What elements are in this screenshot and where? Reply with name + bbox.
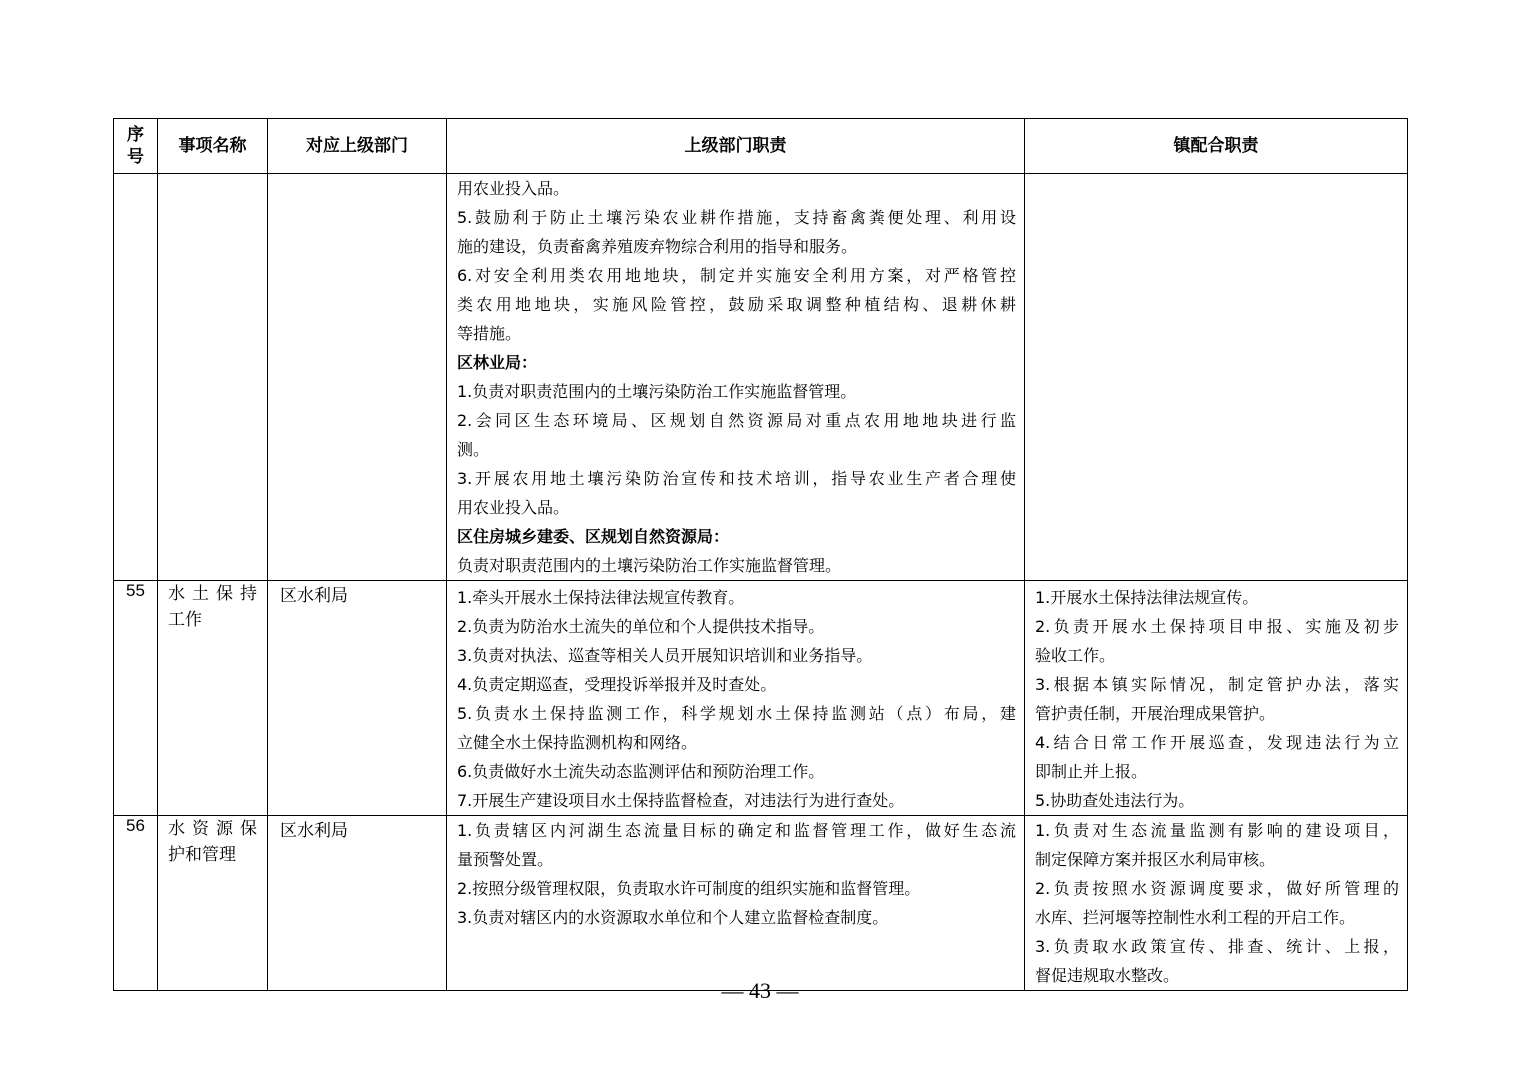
row55-duties-cell [447,581,1025,816]
row55-seq: 55 [114,581,158,816]
continued-name-cell [158,174,268,581]
duty-line: 测。 [457,440,490,459]
duty-line: 负责对职责范围内的土壤污染防治工作实施监督管理。 [457,556,842,575]
row56-seq: 56 [114,816,158,991]
town-line: 督促违规取水整改。 [1035,966,1180,985]
town-line: 验收工作。 [1035,646,1116,665]
town-line: 3.根据本镇实际情况，制定管护办法，落实 [1035,675,1399,694]
dept-heading: 区住房城乡建委、区规划自然资源局： [457,527,730,546]
row56-name-line1: 水资源保 [168,819,257,839]
town-line: 3.负责取水政策宣传、排查、统计、上报， [1035,937,1399,956]
duty-line: 类农用地地块，实施风险管控，鼓励采取调整种植结构、退耕休耕 [457,295,1016,314]
header-seq [114,119,158,174]
header-superior-dept: 对应上级部门 [268,119,447,174]
duty-line: 3.开展农用地土壤污染防治宣传和技术培训，指导农业生产者合理使 [457,469,1016,488]
continued-seq-cell [114,174,158,581]
duty-line: 2.会同区生态环境局、区规划自然资源局对重点农用地地块进行监 [457,411,1016,430]
table-row-continued [114,174,1408,581]
table-row-56 [114,816,1408,991]
continued-dept-cell [268,174,447,581]
duty-line: 立健全水土保持监测机构和网络。 [457,733,698,752]
duty-line: 7.开展生产建设项目水土保持监督检查，对违法行为进行查处。 [457,791,905,810]
duty-line: 3.负责对辖区内的水资源取水单位和个人建立监督检查制度。 [457,908,889,927]
row56-dept-cell [268,816,447,991]
header-item-name: 事项名称 [158,119,268,174]
town-line: 5.协助查处违法行为。 [1035,791,1195,810]
town-line: 1.开展水土保持法律法规宣传。 [1035,588,1259,607]
row55-name-cell [158,581,268,816]
header-seq-line2: 号 [127,147,144,167]
duty-line: 2.负责为防治水土流失的单位和个人提供技术指导。 [457,617,825,636]
duty-line: 量预警处置。 [457,850,554,869]
duty-line: 4.负责定期巡查，受理投诉举报并及时查处。 [457,675,777,694]
duty-line: 1.牵头开展水土保持法律法规宣传教育。 [457,588,745,607]
row55-name-line2: 工作 [168,610,202,630]
row56-town-cell [1025,816,1408,991]
continued-duties-cell [447,174,1025,581]
town-line: 水库、拦河堰等控制性水利工程的开启工作。 [1035,908,1356,927]
header-superior-duties: 上级部门职责 [447,119,1025,174]
town-line: 制定保障方案并报区水利局审核。 [1035,850,1276,869]
town-line: 即制止并上报。 [1035,762,1148,781]
duty-line: 1.负责对职责范围内的土壤污染防治工作实施监督管理。 [457,382,857,401]
town-line: 管护责任制，开展治理成果管护。 [1035,704,1276,723]
row56-name-line2: 护和管理 [168,845,236,865]
row55-dept: 区水利局 [280,586,348,606]
header-seq-line1: 序 [127,125,144,145]
table-row-55 [114,581,1408,816]
town-line: 2.负责按照水资源调度要求，做好所管理的 [1035,879,1399,898]
continued-town-cell [1025,174,1408,581]
row55-dept-cell [268,581,447,816]
town-line: 1.负责对生态流量监测有影响的建设项目， [1035,821,1399,840]
header-row [114,119,1408,174]
row56-duties-cell [447,816,1025,991]
duty-line: 用农业投入品。 [457,498,570,517]
duty-line: 等措施。 [457,324,522,343]
town-line: 4.结合日常工作开展巡查，发现违法行为立 [1035,733,1399,752]
dept-heading: 区林业局： [457,353,538,372]
header-town-duties: 镇配合职责 [1025,119,1408,174]
row56-dept: 区水利局 [280,821,348,841]
duty-line: 施的建设，负责畜禽养殖废弃物综合利用的指导和服务。 [457,237,858,256]
duty-line: 2.按照分级管理权限，负责取水许可制度的组织实施和监督管理。 [457,879,921,898]
duty-line: 5.负责水土保持监测工作，科学规划水土保持监测站（点）布局，建 [457,704,1016,723]
duty-line: 6.负责做好水土流失动态监测评估和预防治理工作。 [457,762,825,781]
row55-town-cell [1025,581,1408,816]
duty-line: 1.负责辖区内河湖生态流量目标的确定和监督管理工作，做好生态流 [457,821,1016,840]
duty-line: 用农业投入品。 [457,179,570,198]
duty-line: 6.对安全利用类农用地地块，制定并实施安全利用方案，对严格管控 [457,266,1016,285]
town-line: 2.负责开展水土保持项目申报、实施及初步 [1035,617,1399,636]
duty-line: 5.鼓励利于防止土壤污染农业耕作措施，支持畜禽粪便处理、利用设 [457,208,1016,227]
duty-line: 3.负责对执法、巡查等相关人员开展知识培训和业务指导。 [457,646,873,665]
row55-name-line1: 水土保持 [168,584,257,604]
row56-name-cell [158,816,268,991]
duties-table [113,118,1408,991]
page-number: — 43 — [721,978,799,1003]
